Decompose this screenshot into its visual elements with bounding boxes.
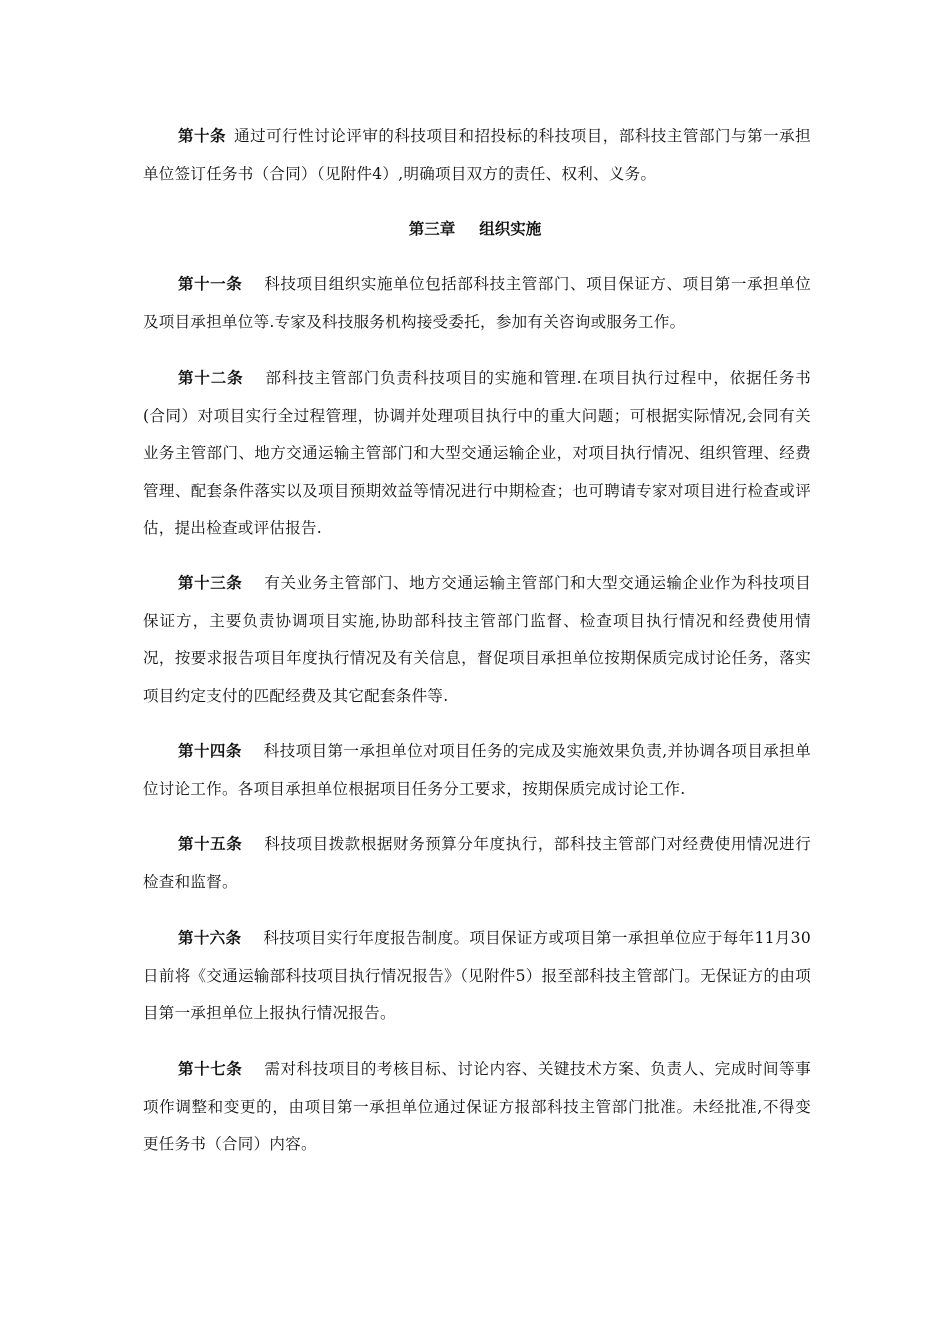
article-label: 第十五条	[178, 835, 243, 853]
chapter-number: 第三章	[408, 220, 456, 238]
article-15	[143, 826, 811, 901]
chapter-title: 组织实施	[479, 220, 542, 238]
article-12	[143, 360, 811, 548]
article-text: 科技项目实行年度报告制度。项目保证方或项目第一承担单位应于每年11月30日前将《交通运输部科技项目执行情况报告》（见附件5）报至部科技主管部门。无保证方的由项目第一承担单位上报执行情况报告。	[143, 929, 812, 1022]
article-label: 第十二条	[178, 369, 244, 387]
article-13	[143, 565, 811, 715]
article-label: 第十一条	[178, 275, 243, 293]
article-text: 科技项目组织实施单位包括部科技主管部门、项目保证方、项目第一承担单位及项目承担单位等.专家及科技服务机构接受委托，参加有关咨询或服务工作。	[143, 275, 812, 331]
article-14	[143, 733, 811, 808]
article-16	[143, 920, 811, 1033]
article-text: 需对科技项目的考核目标、讨论内容、关键技术方案、负责人、完成时间等事项作调整和变更的，由项目第一承担单位通过保证方报部科技主管部门批准。未经批准,不得变更任务书（合同）内容。	[143, 1060, 812, 1153]
article-text: 通过可行性讨论评审的科技项目和招投标的科技项目，部科技主管部门与第一承担单位签订任务书（合同）（见附件4）,明确项目双方的责任、权利、义务。	[143, 127, 811, 183]
article-label: 第十七条	[178, 1060, 243, 1078]
article-text: 科技项目第一承担单位对项目任务的完成及实施效果负责,并协调各项目承担单位讨论工作。各项目承担单位根据项目任务分工要求，按期保质完成讨论工作.	[143, 742, 811, 798]
article-text: 有关业务主管部门、地方交通运输主管部门和大型交通运输企业作为科技项目保证方，主要负责协调项目实施,协助部科技主管部门监督、检查项目执行情况和经费使用情况，按要求报告项目年度执行情况及有关信息，督促项目承担单位按期保质完成讨论任务，落实项目约定支付的匹配经费及其它配套条件等.	[143, 574, 812, 705]
article-label: 第十条	[178, 127, 227, 145]
article-label: 第十四条	[178, 742, 242, 760]
chapter-heading	[0, 214, 950, 244]
article-label: 第十三条	[178, 574, 243, 592]
article-text: 科技项目拨款根据财务预算分年度执行，部科技主管部门对经费使用情况进行检查和监督。	[143, 835, 812, 891]
article-17	[143, 1051, 811, 1164]
article-10	[143, 118, 811, 193]
article-label: 第十六条	[178, 929, 242, 947]
article-11	[143, 266, 811, 341]
article-text: 部科技主管部门负责科技项目的实施和管理.在项目执行过程中，依据任务书(合同）对项目实行全过程管理，协调并处理项目执行中的重大问题；可根据实际情况,会同有关业务主管部门、地方交通运输主管部门和大型交通运输企业，对项目执行情况、组织管理、经费管理、配套条件落实以及项目预期效益等情况进行中期检查；也可聘请专家对项目进行检查或评估，提出检查或评估报告.	[143, 369, 811, 537]
